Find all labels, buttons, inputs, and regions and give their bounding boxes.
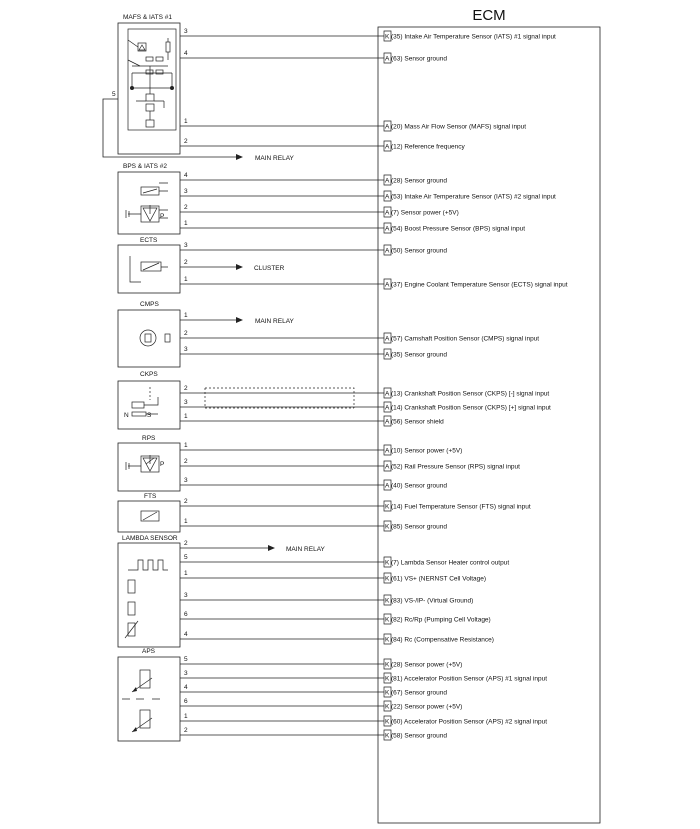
aps-title: APS — [142, 648, 156, 655]
ecm-wire-30 — [180, 727, 447, 740]
connector-code: A — [385, 463, 390, 471]
ecm-wire-4 — [180, 172, 447, 185]
connector-code: K — [385, 616, 390, 624]
signal-label: (7) Sensor power (+5V) — [391, 209, 459, 217]
ects-pin-2: 2 — [184, 259, 188, 266]
ecm-wire-20 — [180, 554, 509, 567]
connector-code: A — [385, 418, 390, 426]
lambda-box — [118, 543, 180, 647]
ecm-wire-23 — [180, 611, 491, 624]
signal-label: (85) Sensor ground — [391, 523, 448, 531]
ecm-wire-6 — [180, 204, 459, 217]
signal-label: (58) Sensor ground — [391, 732, 448, 740]
wire-pin-number: 1 — [184, 118, 188, 125]
signal-label: (60) Accelerator Position Sensor (APS) #2 signal input — [391, 718, 548, 726]
wire-pin-number: 2 — [184, 498, 188, 505]
connector-code: A — [385, 55, 390, 63]
main-relay-label-1: MAIN RELAY — [255, 155, 294, 162]
ecm-wire-15 — [180, 442, 462, 455]
signal-label: (28) Sensor ground — [391, 177, 448, 185]
wire-pin-number: 3 — [184, 346, 188, 353]
ecm-wire-17 — [180, 477, 447, 490]
ects-thermistor-icon — [130, 256, 168, 282]
connector-code: A — [385, 482, 390, 490]
signal-label: (14) Fuel Temperature Sensor (FTS) signal input — [391, 503, 531, 511]
signal-label: (20) Mass Air Flow Sensor (MAFS) signal input — [391, 123, 527, 131]
ecm-wire-1 — [180, 50, 447, 63]
wire-pin-number: 1 — [184, 570, 188, 577]
signal-label: (82) Rc/Rp (Pumping Cell Voltage) — [391, 616, 491, 624]
wire-pin-number: 6 — [184, 611, 188, 618]
signal-label: (61) VS+ (NERNST Cell Voltage) — [391, 575, 487, 583]
connector-code: K — [385, 523, 390, 531]
signal-label: (50) Sensor ground — [391, 247, 448, 255]
ecm-wire-25 — [180, 656, 462, 669]
signal-label: (35) Sensor ground — [391, 351, 448, 359]
signal-label: (53) Intake Air Temperature Sensor (IATS) #2 signal input — [391, 193, 556, 201]
signal-label: (37) Engine Coolant Temperature Sensor (ECTS) signal input — [391, 281, 568, 289]
ecm-wire-14 — [180, 413, 444, 426]
wire-pin-number: 4 — [184, 631, 188, 638]
ecm-wire-2 — [180, 118, 526, 131]
wire-pin-number: 5 — [184, 554, 188, 561]
wire-pin-number: 1 — [184, 713, 188, 720]
aps-potentiometer-icon — [122, 670, 160, 732]
ckps-s-mark: S — [147, 412, 152, 419]
cmps-title: CMPS — [140, 301, 159, 308]
connector-code: A — [385, 225, 390, 233]
mafs-title: MAFS & IATS #1 — [123, 14, 173, 21]
signal-label: (22) Sensor power (+5V) — [391, 703, 463, 711]
lambda-title: LAMBDA SENSOR — [122, 535, 178, 542]
ecm-wire-3 — [180, 138, 465, 151]
connector-code: K — [385, 675, 390, 683]
connector-code: A — [385, 193, 390, 201]
signal-label: (56) Sensor shield — [391, 418, 444, 426]
ects-title: ECTS — [140, 237, 158, 244]
signal-label: (57) Camshaft Position Sensor (CMPS) signal input — [391, 335, 540, 343]
ecm-wire-8 — [180, 242, 447, 255]
connector-code: K — [385, 732, 390, 740]
ecm-title: ECM — [472, 7, 506, 24]
ecm-wire-21 — [180, 570, 486, 583]
wire-pin-number: 3 — [184, 592, 188, 599]
connector-code: K — [385, 661, 390, 669]
wire-pin-number: 5 — [184, 656, 188, 663]
wire-pin-number: 1 — [184, 220, 188, 227]
signal-label: (35) Intake Air Temperature Sensor (IATS) #1 signal input — [391, 33, 556, 41]
ecm-wire-26 — [180, 670, 547, 683]
ecm-wire-11 — [180, 346, 447, 359]
signal-label: (84) Rc (Compensative Resistance) — [391, 636, 494, 644]
ecm-wire-12 — [180, 385, 549, 398]
connector-code: K — [385, 636, 390, 644]
fts-thermistor-icon — [141, 511, 159, 521]
mafs-pin-5: 5 — [112, 91, 116, 98]
ects-box — [118, 245, 180, 293]
signal-label: (52) Rail Pressure Sensor (RPS) signal input — [391, 463, 520, 471]
wire-pin-number: 4 — [184, 172, 188, 179]
ecm-wire-layer — [180, 28, 568, 740]
wire-pin-number: 2 — [184, 385, 188, 392]
ecm-wire-16 — [180, 458, 520, 471]
mafs-circuit-icon — [128, 29, 176, 130]
connector-code: A — [385, 281, 390, 289]
wire-pin-number: 4 — [184, 50, 188, 57]
rps-title: RPS — [142, 435, 156, 442]
ecm-wire-0 — [180, 28, 556, 41]
bps-p-mark: P — [160, 213, 165, 220]
cmps-pin-1: 1 — [184, 312, 188, 319]
rps-sensor-icon — [126, 455, 159, 472]
cmps-box — [118, 310, 180, 367]
lambda-sensor-icon — [125, 560, 168, 638]
wire-pin-number: 1 — [184, 413, 188, 420]
signal-label: (13) Crankshaft Position Sensor (CKPS) [-] signal input — [391, 390, 550, 398]
connector-code: K — [385, 503, 390, 511]
signal-label: (28) Sensor power (+5V) — [391, 661, 463, 669]
ecm-wire-24 — [180, 631, 494, 644]
wire-pin-number: 2 — [184, 330, 188, 337]
signal-label: (83) VS-/IP- (Virtual Ground) — [391, 597, 474, 605]
connector-code: A — [385, 447, 390, 455]
connector-code: A — [385, 335, 390, 343]
connector-code: A — [385, 351, 390, 359]
ecm-wire-22 — [180, 592, 473, 605]
ckps-shield — [150, 387, 354, 408]
ecm-wire-18 — [180, 498, 531, 511]
connector-code: K — [385, 718, 390, 726]
connector-code: A — [385, 209, 390, 217]
connector-code: K — [385, 689, 390, 697]
connector-code: A — [385, 177, 390, 185]
wire-pin-number: 3 — [184, 399, 188, 406]
wire-pin-number: 3 — [184, 242, 188, 249]
ckps-title: CKPS — [140, 371, 158, 378]
wire-pin-number: 3 — [184, 477, 188, 484]
lambda-pin-2: 2 — [184, 540, 188, 547]
wire-pin-number: 3 — [184, 670, 188, 677]
connector-code: A — [385, 123, 390, 131]
signal-label: (67) Sensor ground — [391, 689, 448, 697]
wire-pin-number: 2 — [184, 727, 188, 734]
ecm-wire-9 — [180, 276, 568, 289]
ckps-n-mark: N — [124, 412, 129, 419]
wire-pin-number: 4 — [184, 684, 188, 691]
ecm-wire-13 — [180, 399, 551, 412]
connector-code: K — [385, 559, 390, 567]
cmps-sensor-icon — [140, 330, 170, 346]
signal-label: (12) Reference frequency — [391, 143, 465, 151]
ecm-wire-29 — [180, 713, 547, 726]
wire-pin-number: 3 — [184, 188, 188, 195]
signal-label: (7) Lambda Sensor Heater control output — [391, 559, 510, 567]
rps-box — [118, 443, 180, 491]
connector-code: A — [385, 390, 390, 398]
wire-pin-number: 3 — [184, 28, 188, 35]
main-relay-label-2: MAIN RELAY — [255, 318, 294, 325]
ecm-wire-7 — [180, 220, 525, 233]
signal-label: (81) Accelerator Position Sensor (APS) #1 signal input — [391, 675, 548, 683]
main-relay-label-3: MAIN RELAY — [286, 546, 325, 553]
connector-code: K — [385, 575, 390, 583]
connector-code: A — [385, 143, 390, 151]
bps-box — [118, 172, 180, 234]
signal-label: (63) Sensor ground — [391, 55, 448, 63]
wire-pin-number: 1 — [184, 276, 188, 283]
signal-label: (10) Sensor power (+5V) — [391, 447, 463, 455]
signal-label: (54) Boost Pressure Sensor (BPS) signal input — [391, 225, 526, 233]
fts-title: FTS — [144, 493, 157, 500]
connector-code: A — [385, 404, 390, 412]
wire-pin-number: 2 — [184, 204, 188, 211]
ckps-sensor-icon — [132, 397, 158, 416]
wire-pin-number: 1 — [184, 442, 188, 449]
wire-pin-number: 1 — [184, 518, 188, 525]
rps-p-mark: P — [160, 461, 165, 468]
connector-code: K — [385, 703, 390, 711]
connector-code: K — [385, 33, 390, 41]
ecm-wire-10 — [180, 330, 539, 343]
connector-code: A — [385, 247, 390, 255]
ecm-wire-27 — [180, 684, 447, 697]
ecm-wire-28 — [180, 698, 462, 711]
signal-label: (40) Sensor ground — [391, 482, 448, 490]
wire-pin-number: 2 — [184, 138, 188, 145]
signal-label: (14) Crankshaft Position Sensor (CKPS) [+] signal input — [391, 404, 551, 412]
bps-title: BPS & IATS #2 — [123, 163, 167, 170]
wire-pin-number: 2 — [184, 458, 188, 465]
cluster-label: CLUSTER — [254, 265, 285, 272]
ecm-wire-19 — [180, 518, 447, 531]
connector-code: K — [385, 597, 390, 605]
wire-pin-number: 6 — [184, 698, 188, 705]
ecm-wire-5 — [180, 188, 556, 201]
